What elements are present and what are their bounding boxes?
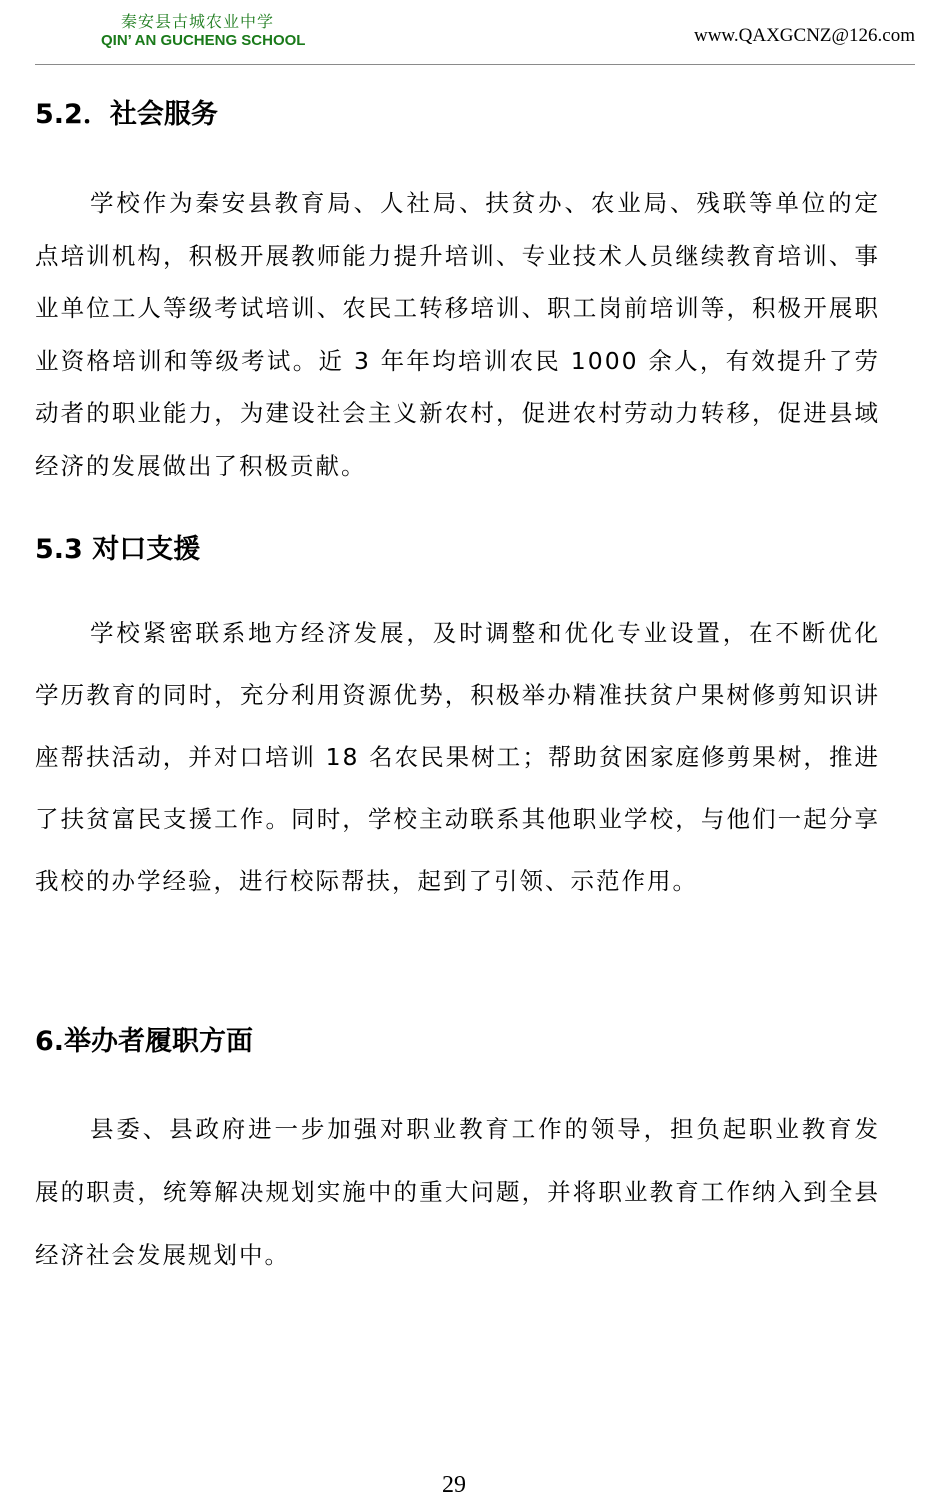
page-number: 29 bbox=[442, 1472, 466, 1498]
section-paragraph-social-service: 学校作为秦安县教育局、人社局、扶贫办、农业局、残联等单位的定点培训机构，积极开展教师能力提升培训、专业技术人员继续教育培训、事业单位工人等级考试培训、农民工转移培训、职工岗前培训等，积极开展职业资格培训和等级考试。近 3 年年均培训农民 1000 余人，有效提升了劳动者的职业能力，为建设社会主义新农村，促进农村劳动力转移，促进县域经济的发展做出了积极贡献。 bbox=[35, 189, 880, 480]
section-heading-social-service: 5.2．社会服务 bbox=[35, 99, 218, 130]
section-heading-paired-support: 5.3 对口支援 bbox=[35, 534, 201, 565]
section-heading-organizer-duties: 6.举办者履职方面 bbox=[35, 1026, 254, 1057]
section-paragraph-paired-support: 学校紧密联系地方经济发展，及时调整和优化专业设置，在不断优化学历教育的同时，充分利用资源优势，积极举办精准扶贫户果树修剪知识讲座帮扶活动，并对口培训 18 名农民果树工；帮助贫困家庭修剪果树，推进了扶贫富民支援工作。同时，学校主动联系其他职业学校，与他们一起分享我校的办学经验，进行校际帮扶，起到了引领、示范作用。 bbox=[35, 619, 880, 895]
school-name-en: QIN’ AN GUCHENG SCHOOL bbox=[101, 32, 306, 49]
school-name-cn: 秦安县古城农业中学 bbox=[121, 12, 275, 31]
school-email: www.QAXGCNZ@126.com bbox=[693, 25, 915, 46]
page-header bbox=[35, 0, 915, 65]
section-paragraph-organizer-duties: 县委、县政府进一步加强对职业教育工作的领导，担负起职业教育发展的职责，统筹解决规划实施中的重大问题，并将职业教育工作纳入到全县经济社会发展规划中。 bbox=[35, 1115, 880, 1269]
